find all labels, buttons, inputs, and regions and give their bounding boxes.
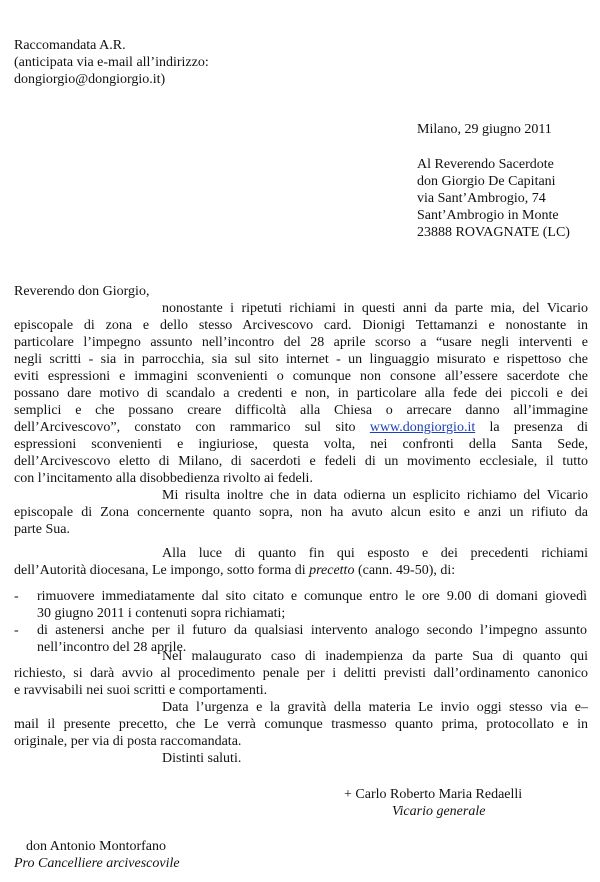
- salutation: Reverendo don Giorgio,: [14, 284, 150, 299]
- text-line: e ravvisabili nei suoi scritti e comportamenti.: [14, 683, 268, 698]
- text-line: Nel malaugurato caso di inadempienza da parte Sua di quanto qui: [162, 649, 588, 664]
- address-line: via Sant’Ambrogio, 74: [417, 191, 546, 206]
- text-line: episcopale di Zona concernente quanto sopra, non ha avuto alcun esito e anzi un rifiuto da: [14, 505, 588, 520]
- website-link[interactable]: www.dongiorgio.it: [369, 420, 476, 435]
- text-line: espressioni sconvenienti e ingiuriose, questa volta, nei confronti della Santa Sede,: [14, 437, 588, 452]
- text-line: negli scritti - sia in parrocchia, sia sul sito internet - un linguaggio misurato e rispettoso che: [14, 352, 588, 367]
- text-line: possano dare motivo di scandalo a credenti e non, in particolare alla fede dei piccoli e dei: [14, 386, 588, 401]
- bullet-dash: -: [14, 589, 19, 604]
- bullet-dash: -: [14, 623, 19, 638]
- cosigner-name: don Antonio Montorfano: [26, 839, 166, 854]
- address-line: don Giorgio De Capitani: [417, 174, 556, 189]
- header-line: (anticipata via e-mail all’indirizzo:: [14, 55, 209, 70]
- cosigner-title: Pro Cancelliere arcivescovile: [14, 856, 180, 871]
- text-line: eviti espressioni e immagini sconvenienti o comunque non consone all’essere sacerdote che: [14, 369, 588, 384]
- text-line: semplici e che possano creare difficoltà alla Chiesa o arrecare danno all’immagine: [14, 403, 588, 418]
- paragraph-2: [14, 487, 588, 538]
- text-line: Alla luce di quanto fin qui esposto e dei precedenti richiami: [162, 546, 588, 561]
- recipient-address: [417, 156, 570, 241]
- signatory-title: Vicario generale: [392, 804, 486, 819]
- address-line: Sant’Ambrogio in Monte: [417, 208, 559, 223]
- text-line: rimuovere immediatamente dal sito citato e comunque entro le ore 9.00 di domani giovedì: [37, 589, 587, 604]
- text-line: [14, 562, 588, 579]
- paragraph-4: [14, 648, 588, 699]
- body-text: [14, 300, 588, 579]
- date: Milano, 29 giugno 2011: [417, 122, 552, 137]
- body-text-2: [14, 648, 588, 767]
- paragraph-3: [14, 545, 588, 579]
- text-line: Data l’urgenza e la gravità della materia Le invio oggi stesso via e–: [162, 700, 588, 715]
- closing: Distinti saluti.: [162, 751, 242, 766]
- text-line: richiesto, si darà avvio al procedimento penale per i delitti previsti dall’ordinamento canonico: [14, 666, 588, 681]
- address-line: 23888 ROVAGNATE (LC): [417, 225, 570, 240]
- text-line: mail il presente precetto, che Le verrà comunque trasmesso quanto prima, protocollato e in: [14, 717, 588, 732]
- text-line: di astenersi anche per il futuro da qualsiasi intervento analogo secondo l’impegno assunto: [37, 623, 587, 638]
- text-line: parte Sua.: [14, 522, 70, 537]
- text-segment: dell’Autorità diocesana, Le impongo, sotto forma di: [14, 563, 306, 578]
- signature-block: [344, 786, 522, 820]
- text-segment: (cann. 49-50), di:: [357, 563, 456, 578]
- text-line: Mi risulta inoltre che in data odierna un esplicito richiamo del Vicario: [162, 488, 588, 503]
- text-line: [14, 419, 588, 436]
- precetto-term: precetto: [309, 563, 355, 578]
- cosigner-block: [14, 838, 180, 872]
- text-line: nell’incontro del 28 aprile.: [37, 640, 187, 655]
- text-segment: la presenza di: [489, 420, 589, 435]
- text-line: con l’incitamento alla disobbedienza rivolto ai fedeli.: [14, 471, 313, 486]
- header-block: [14, 37, 209, 88]
- text-line: nonostante i ripetuti richiami in questi anni da parte mia, del Vicario: [162, 301, 588, 316]
- list-item: [37, 588, 587, 622]
- header-line: dongiorgio@dongiorgio.it): [14, 72, 166, 87]
- text-line: originale, per via di posta raccomandata.: [14, 734, 242, 749]
- text-segment: dell’Arcivescovo”, constato con rammarico sul sito: [14, 420, 356, 435]
- text-line: particolare l’impegno assunto nell’incontro del 28 aprile scorso a “usare negli interventi e: [14, 335, 588, 350]
- text-line: dell’Arcivescovo eletto di Milano, di sacerdoti e fedeli di un movimento ecclesiale, il tutto: [14, 454, 588, 469]
- header-line: Raccomandata A.R.: [14, 38, 126, 53]
- signatory-name: + Carlo Roberto Maria Redaelli: [344, 787, 523, 802]
- text-line: episcopale di zona e dello stesso Arcivescovo card. Dionigi Tettamanzi e nonostante in: [14, 318, 588, 333]
- address-line: Al Reverendo Sacerdote: [417, 157, 554, 172]
- paragraph-5: [14, 699, 588, 750]
- paragraph-1: [14, 300, 588, 487]
- text-line: 30 giugno 2011 i contenuti sopra richiamati;: [37, 606, 286, 621]
